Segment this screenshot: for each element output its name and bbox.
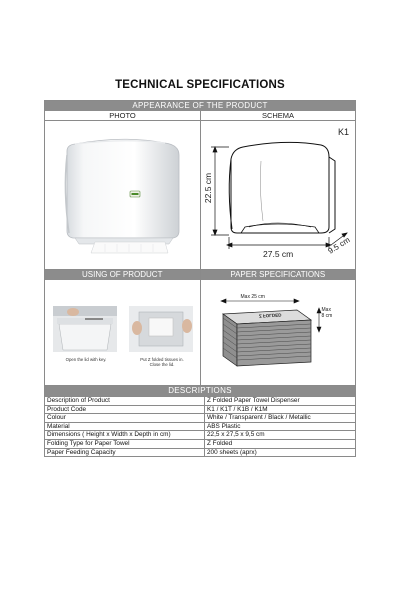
paper-column [200,270,356,385]
row-label: Description of Product [45,397,205,406]
usage-banner: USING OF PRODUCT [45,270,200,280]
row-value: K1 / K1T / K1B / K1M [205,405,356,414]
paper-max-height-label [322,307,333,319]
usage-step2-line2: Close the lid. [149,362,175,367]
row-value: Z Folded Paper Towel Dispenser [205,397,356,406]
table-row [45,431,355,440]
schema-drawing [201,121,355,269]
paper-banner: PAPER SPECIFICATIONS [201,270,356,280]
table-row [45,448,355,456]
usage-step2-caption [131,357,193,367]
usage-step2-line1: Put Z folded tissues in. [140,357,184,362]
schema-label: SCHEMA [201,111,355,121]
appearance-banner: APPEARANCE OF THE PRODUCT [45,101,355,111]
schema-model-label: K1 [337,127,349,137]
schema-column [200,111,355,269]
descriptions-banner: DESCRIPTIONS [45,385,355,396]
photo-label: PHOTO [45,111,200,121]
row-value: Z Folded [205,439,356,448]
page-title: TECHNICAL SPECIFICATIONS [115,79,285,91]
paper-max-height-line1: Max [321,307,331,313]
table-row [45,397,355,406]
usage-column [45,270,200,385]
row-label: Folding Type for Paper Towel [45,439,205,448]
row-label: Material [45,422,205,431]
usage-step1-caption: Open the lid with key. [65,357,107,362]
paper-illustration [201,280,356,385]
row-label: Colour [45,414,205,423]
schema-height-label: 22.5 cm [203,172,214,204]
row-label: Dimensions ( Height x Width x Depth in cm) [45,431,205,440]
schema-width-label: 27.5 cm [263,249,294,259]
table-row [45,422,355,431]
descriptions-table [45,396,355,456]
row-label: Paper Feeding Capacity [45,448,205,456]
row-value: White / Transparent / Black / Metallic [205,414,356,423]
usage-steps-image [45,280,200,385]
row-value: ABS Plastic [205,422,356,431]
usage-paper-row [45,269,355,385]
usage-illustrations [45,280,200,385]
schema-depth-label: 9.5 cm [326,235,352,256]
appearance-row [45,111,355,269]
row-value: 22,5 x 27,5 x 9,5 cm [205,431,356,440]
dispenser-photo-image [45,121,200,269]
row-value: 200 sheets (aprx) [205,448,356,456]
table-row [45,439,355,448]
paper-pack-text: Z FOLDED [258,312,282,319]
table-row [45,405,355,414]
photo-column [45,111,200,269]
paper-max-width-label: Max 25 cm [240,294,265,300]
table-row [45,414,355,423]
product-photo [45,121,200,269]
paper-stack-image [201,280,356,385]
paper-max-height-line2: 8 cm [321,313,333,319]
spec-sheet [44,100,356,457]
row-label: Product Code [45,405,205,414]
